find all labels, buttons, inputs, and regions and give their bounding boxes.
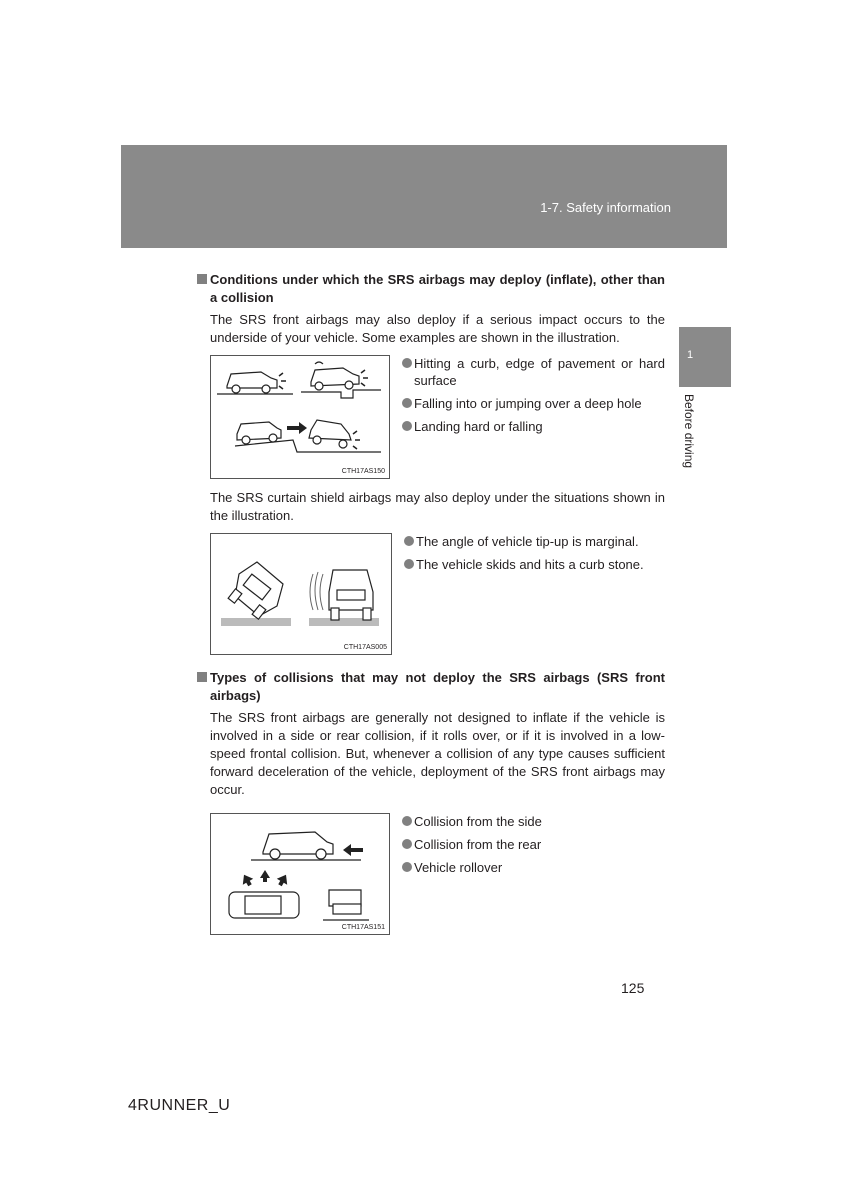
chapter-number: 1 bbox=[687, 349, 694, 361]
list-item: The vehicle skids and hits a curb stone. bbox=[404, 556, 665, 573]
figure-code: CTH17AS005 bbox=[343, 644, 387, 651]
page-number: 125 bbox=[621, 980, 645, 996]
paragraph-front-airbags: The SRS front airbags may also deploy if a serious impact occurs to the underside of your vehicle. Some examples are shown in the illustration. bbox=[210, 312, 665, 345]
list-item: Collision from the rear bbox=[402, 836, 665, 853]
bullet-dot-icon bbox=[402, 358, 412, 368]
bullet-dot-icon bbox=[402, 816, 412, 826]
bullet-dot-icon bbox=[402, 839, 412, 849]
figure-code: CTH17AS150 bbox=[341, 468, 385, 475]
bullet-list-collision-types bbox=[390, 813, 665, 935]
paragraph-non-deploy: The SRS front airbags are generally not designed to inflate if the vehicle is involved in a side or rear collision, if it rolls over, or if it is involved in a low-speed frontal collision. But, whenever a collision of any type causes sufficient forward deceleration of the vehicle, deployment of the SRS front airbags may occur. bbox=[210, 710, 665, 797]
bullet-dot-icon bbox=[404, 559, 414, 569]
list-item: Hitting a curb, edge of pavement or hard surface bbox=[402, 355, 665, 389]
list-item: Vehicle rollover bbox=[402, 859, 665, 876]
bullet-list-underside-impact bbox=[390, 355, 665, 479]
figure-row-collision-types bbox=[210, 813, 665, 935]
square-bullet-icon bbox=[197, 274, 207, 284]
list-item: Collision from the side bbox=[402, 813, 665, 830]
list-item: Falling into or jumping over a deep hole bbox=[402, 395, 665, 412]
square-bullet-icon bbox=[197, 672, 207, 682]
page-content bbox=[197, 271, 665, 945]
figure-row-underside-impact bbox=[210, 355, 665, 479]
paragraph-curtain-airbags: The SRS curtain shield airbags may also deploy under the situations shown in the illustration. bbox=[210, 490, 665, 523]
bullet-dot-icon bbox=[402, 421, 412, 431]
figure-code: CTH17AS151 bbox=[341, 924, 385, 931]
bullet-list-tip-up bbox=[392, 533, 665, 655]
bullet-dot-icon bbox=[402, 862, 412, 872]
model-code: 4RUNNER_U bbox=[128, 1097, 231, 1114]
bullet-dot-icon bbox=[404, 536, 414, 546]
list-item: The angle of vehicle tip-up is marginal. bbox=[404, 533, 665, 550]
chapter-tab bbox=[679, 327, 731, 387]
figure-row-tip-up bbox=[210, 533, 665, 655]
header-section-title: 1-7. Safety information bbox=[540, 200, 671, 215]
chapter-label: Before driving bbox=[682, 394, 696, 469]
section-heading-deploy-conditions: Conditions under which the SRS airbags may deploy (inflate), other than a collision bbox=[197, 271, 665, 307]
illustration-underside-impact bbox=[210, 355, 390, 479]
illustration-collision-types bbox=[210, 813, 390, 935]
bullet-dot-icon bbox=[402, 398, 412, 408]
section-heading-non-deploy-types: Types of collisions that may not deploy the SRS airbags (SRS front airbags) bbox=[197, 669, 665, 705]
list-item: Landing hard or falling bbox=[402, 418, 665, 435]
illustration-tip-up bbox=[210, 533, 392, 655]
header-band bbox=[121, 145, 727, 248]
